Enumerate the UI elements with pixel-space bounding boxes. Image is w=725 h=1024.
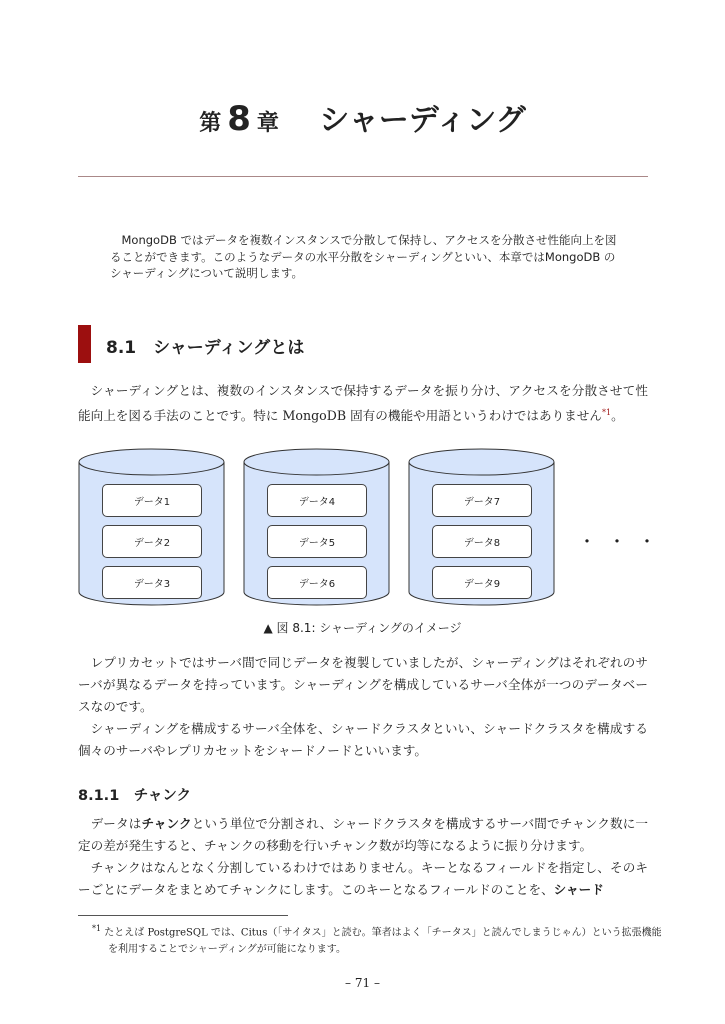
paragraph: [78, 380, 648, 427]
shard-cylinder: [78, 448, 225, 606]
footnote-text: たとえば PostgreSQL では、Citus（「サイタス」と読む。筆者はよく「チータス」と読んでしまうじゃん）という拡張機能を利用することでシャーディングが可能になります。: [101, 927, 662, 956]
paragraph-text: データは: [90, 816, 142, 831]
data-box: データ6: [267, 566, 367, 599]
section-marker: [78, 325, 91, 363]
figure-caption: ▲ 図 8.1: シャーディングのイメージ: [263, 621, 462, 635]
subsection-title: 8.1.1 チャンク: [78, 788, 192, 804]
chapter-intro: MongoDB ではデータを複数インスタンスで分散して保持し、アクセスを分散させ性能向上を図ることができます。このようなデータの水平分散をシャーディングといい、本章ではMongoDB のシャーディングについて説明します。: [110, 233, 617, 280]
chapter-divider: [78, 176, 648, 177]
data-box: データ7: [432, 484, 532, 517]
data-box: データ9: [432, 566, 532, 599]
paragraph: レプリカセットではサーバ間で同じデータを複製していましたが、シャーディングはそれぞれのサーバが異なるデータを持っています。シャーディングを構成しているサーバ全体が一つのデータベースなのです。: [78, 655, 648, 714]
paragraph: [78, 813, 648, 857]
chapter-prefix: 第: [199, 111, 222, 136]
shard-cylinder: [243, 448, 390, 606]
page-number: – 71 –: [345, 976, 380, 990]
chapter-title: [0, 95, 725, 139]
data-box: データ4: [267, 484, 367, 517]
chapter-number: 8: [227, 99, 251, 139]
ellipsis: ・・・: [578, 532, 668, 553]
paragraph: シャーディングを構成するサーバ全体を、シャードクラスタといい、シャードクラスタを構成する個々のサーバやレプリカセットをシャードノードといいます。: [78, 721, 648, 758]
data-box: データ3: [102, 566, 202, 599]
section-title: 8.1 シャーディングとは: [106, 338, 305, 358]
data-box: データ2: [102, 525, 202, 558]
shard-cylinder: [408, 448, 555, 606]
term-bold: シャード: [553, 882, 604, 897]
paragraph: [78, 857, 648, 901]
paragraph-text: チャンクはなんとなく分割しているわけではありません。キーとなるフィールドを指定し、そのキーごとにデータをまとめてチャンクにします。このキーとなるフィールドのことを、: [78, 860, 648, 897]
figure-sharding: [78, 448, 668, 608]
paragraph-text: シャーディングとは、複数のインスタンスで保持するデータを振り分け、アクセスを分散させて性能向上を図る手法のことです。特に MongoDB 固有の機能や用語というわけではありません: [78, 383, 648, 424]
footnote: [92, 920, 664, 958]
data-box: データ1: [102, 484, 202, 517]
chapter-name: シャーディング: [319, 103, 526, 138]
data-box: データ5: [267, 525, 367, 558]
chapter-suffix: 章: [256, 111, 279, 136]
footnote-mark: *1: [92, 924, 102, 933]
paragraph-text: という単位で分割され、シャードクラスタを構成するサーバ間でチャンク数に一定の差が発生すると、チャンクの移動を行いチャンク数が均等になるように振り分けます。: [78, 816, 649, 853]
footnote-divider: [78, 915, 288, 916]
paragraph-end: 。: [611, 408, 624, 424]
footnote-ref[interactable]: *1: [601, 408, 612, 417]
data-box: データ8: [432, 525, 532, 558]
term-bold: チャンク: [141, 816, 192, 831]
